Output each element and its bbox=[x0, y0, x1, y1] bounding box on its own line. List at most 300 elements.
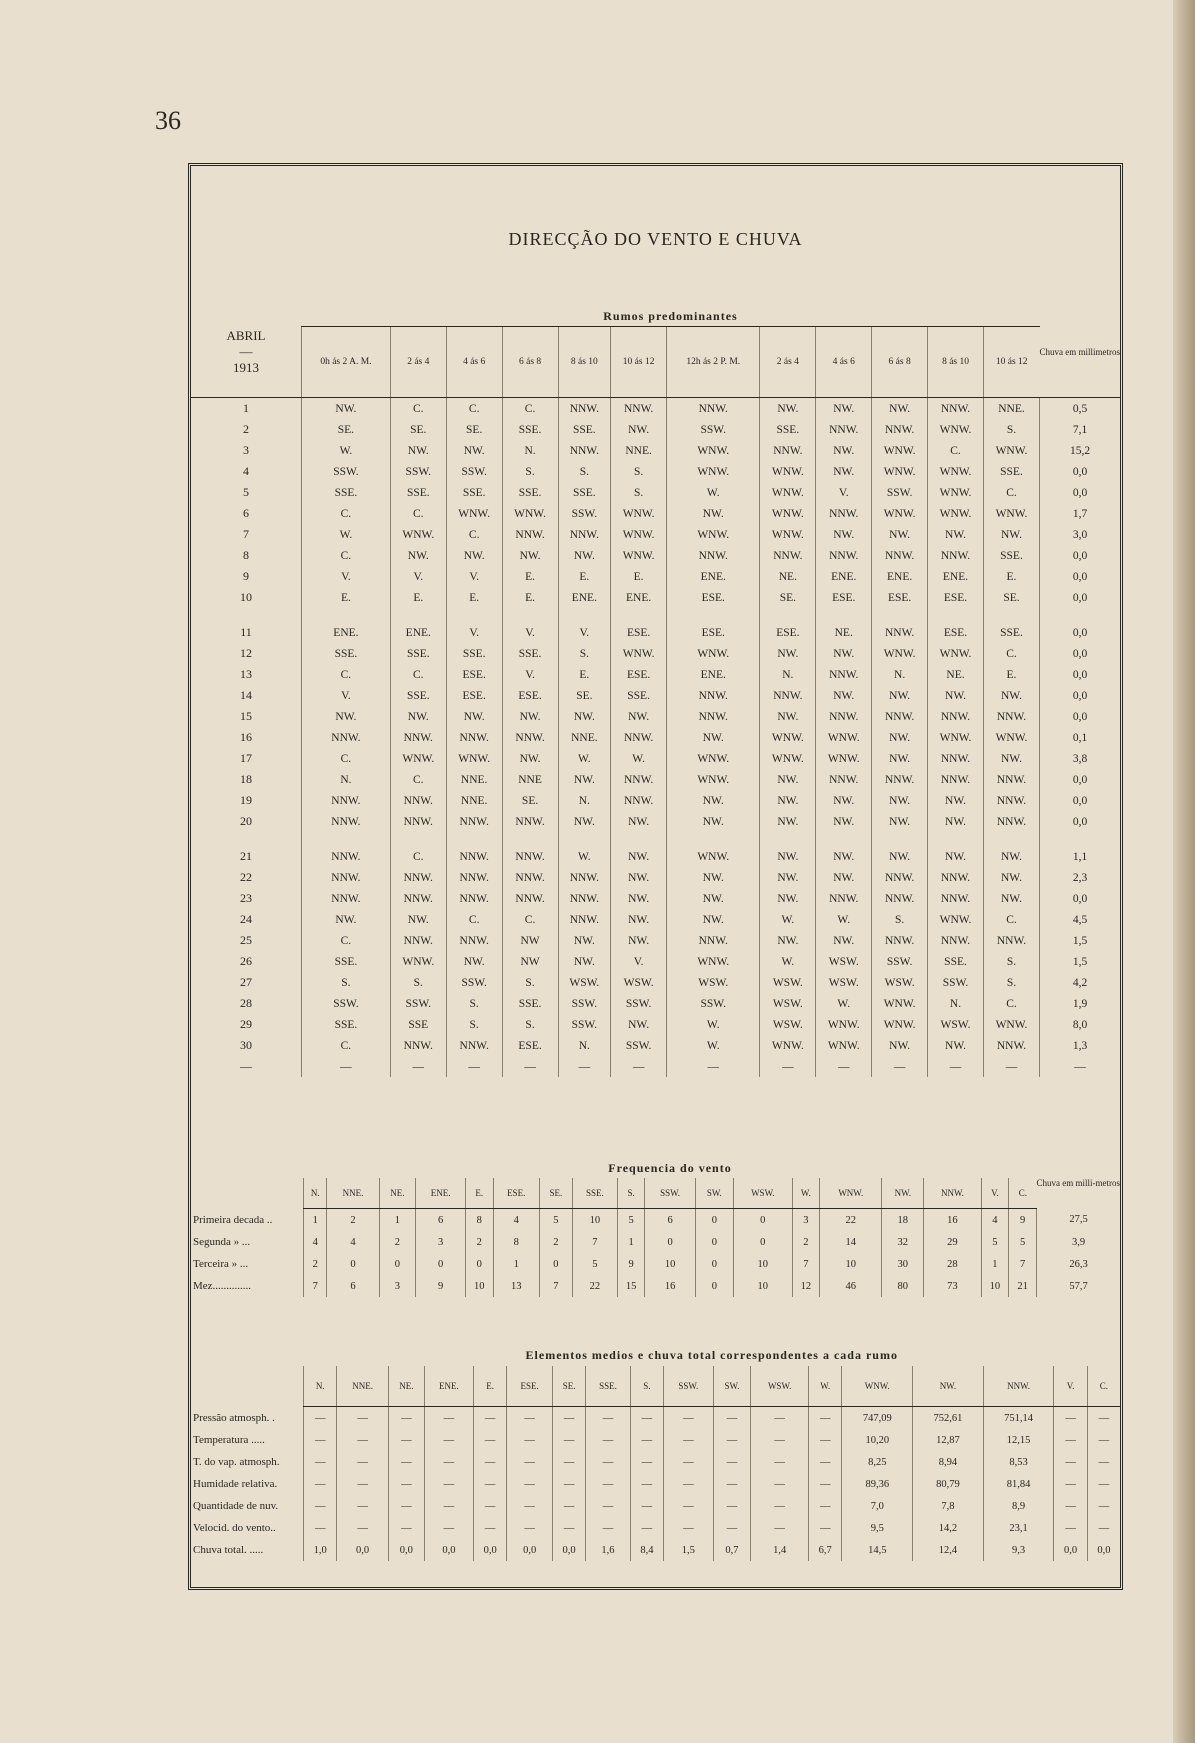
value-cell: 7 bbox=[539, 1275, 572, 1297]
direction-cell: WNW. bbox=[760, 461, 816, 482]
rain-cell: 1,5 bbox=[1040, 951, 1121, 972]
direction-cell: NNW. bbox=[558, 867, 611, 888]
direction-cell: NNW. bbox=[816, 769, 872, 790]
direction-cell: SSW. bbox=[928, 972, 984, 993]
direction-cell: NNW. bbox=[446, 846, 502, 867]
value-cell: 0 bbox=[695, 1253, 733, 1275]
value-cell: 1,4 bbox=[751, 1539, 809, 1561]
value-cell: — bbox=[713, 1517, 751, 1539]
value-cell: 7 bbox=[304, 1275, 327, 1297]
direction-cell: ESE. bbox=[667, 622, 760, 643]
direction-cell: NW. bbox=[558, 951, 611, 972]
direction-header: V. bbox=[981, 1178, 1009, 1209]
page-edge bbox=[1173, 0, 1195, 1743]
direction-cell: WNW. bbox=[983, 727, 1039, 748]
direction-cell: V. bbox=[446, 566, 502, 587]
day-cell: 24 bbox=[240, 912, 252, 926]
value-cell: 3 bbox=[792, 1209, 820, 1232]
direction-cell: NNW. bbox=[872, 419, 928, 440]
direction-cell: SSE. bbox=[983, 461, 1039, 482]
value-cell: 5 bbox=[572, 1253, 617, 1275]
direction-cell: C. bbox=[302, 545, 391, 566]
page-title: DIRECÇÃO DO VENTO E CHUVA bbox=[508, 229, 803, 249]
direction-cell: ENE. bbox=[390, 622, 446, 643]
direction-cell: WNW. bbox=[502, 503, 558, 524]
direction-cell: NW. bbox=[760, 867, 816, 888]
direction-cell: NNW. bbox=[816, 664, 872, 685]
direction-header: S. bbox=[617, 1178, 645, 1209]
table-row bbox=[191, 993, 1120, 1014]
direction-cell: NW. bbox=[558, 545, 611, 566]
value-cell: 7 bbox=[572, 1231, 617, 1253]
direction-header: WNW. bbox=[842, 1366, 913, 1407]
direction-cell: NNW. bbox=[558, 909, 611, 930]
value-cell: — bbox=[473, 1473, 506, 1495]
direction-cell: C. bbox=[390, 769, 446, 790]
dash-cell: — bbox=[611, 1056, 667, 1077]
direction-cell: S. bbox=[446, 993, 502, 1014]
direction-header: SW. bbox=[695, 1178, 733, 1209]
dash-cell: — bbox=[816, 1056, 872, 1077]
direction-cell: SSW. bbox=[558, 503, 611, 524]
direction-cell: NNE. bbox=[611, 440, 667, 461]
day-cell: 12 bbox=[240, 646, 252, 660]
spacer-cell bbox=[816, 608, 872, 622]
direction-cell: WNW. bbox=[611, 524, 667, 545]
direction-cell: NW. bbox=[502, 748, 558, 769]
direction-header: SW. bbox=[713, 1366, 751, 1407]
direction-cell: NW. bbox=[446, 440, 502, 461]
direction-cell: NNW. bbox=[760, 685, 816, 706]
direction-cell: WSW. bbox=[928, 1014, 984, 1035]
direction-cell: ESE. bbox=[760, 622, 816, 643]
direction-cell: S. bbox=[558, 461, 611, 482]
day-cell: 15 bbox=[240, 709, 252, 723]
direction-cell: WNW. bbox=[760, 727, 816, 748]
value-cell: — bbox=[809, 1451, 842, 1473]
value-cell: 6 bbox=[327, 1275, 379, 1297]
value-cell: 9,5 bbox=[842, 1517, 913, 1539]
value-cell: 1 bbox=[617, 1231, 645, 1253]
direction-cell: WNW. bbox=[390, 748, 446, 769]
direction-cell: NW. bbox=[558, 930, 611, 951]
direction-cell: NNW. bbox=[502, 867, 558, 888]
value-cell: — bbox=[473, 1451, 506, 1473]
value-cell: 8 bbox=[493, 1231, 539, 1253]
spacer-cell bbox=[611, 832, 667, 846]
direction-cell: NW. bbox=[928, 524, 984, 545]
table-row bbox=[191, 1495, 1120, 1517]
period-header: 2 ás 4 bbox=[390, 327, 446, 398]
value-cell: 16 bbox=[924, 1209, 981, 1232]
direction-cell: NNW. bbox=[390, 727, 446, 748]
direction-cell: NNW. bbox=[983, 769, 1039, 790]
value-cell: — bbox=[388, 1429, 424, 1451]
direction-cell: S. bbox=[390, 972, 446, 993]
direction-header: SSW. bbox=[645, 1178, 695, 1209]
rain-cell: 0,0 bbox=[1040, 587, 1121, 608]
value-cell: — bbox=[586, 1429, 630, 1451]
value-cell: — bbox=[664, 1495, 714, 1517]
direction-cell: NNW. bbox=[302, 888, 391, 909]
direction-header: C. bbox=[1087, 1366, 1120, 1407]
spacer-cell bbox=[760, 608, 816, 622]
direction-cell: C. bbox=[390, 664, 446, 685]
value-cell: 12,87 bbox=[913, 1429, 984, 1451]
rain-cell: 0,0 bbox=[1040, 461, 1121, 482]
direction-cell: V. bbox=[502, 664, 558, 685]
direction-cell: SSE. bbox=[760, 419, 816, 440]
direction-cell: NNW. bbox=[611, 398, 667, 420]
direction-cell: NW. bbox=[760, 398, 816, 420]
value-cell: 7 bbox=[1009, 1253, 1037, 1275]
spacer-cell bbox=[446, 832, 502, 846]
value-cell: 5 bbox=[981, 1231, 1009, 1253]
direction-cell: NW. bbox=[983, 524, 1039, 545]
value-cell: — bbox=[1087, 1473, 1120, 1495]
direction-cell: WSW. bbox=[667, 972, 760, 993]
direction-cell: C. bbox=[983, 482, 1039, 503]
dash-cell: — bbox=[558, 1056, 611, 1077]
value-cell: 4 bbox=[981, 1209, 1009, 1232]
direction-cell: NW. bbox=[816, 867, 872, 888]
day-cell: 14 bbox=[240, 688, 252, 702]
spacer-cell bbox=[872, 608, 928, 622]
direction-header: NNE. bbox=[337, 1366, 388, 1407]
direction-cell: NNW. bbox=[816, 706, 872, 727]
rain-cell: 0,0 bbox=[1040, 566, 1121, 587]
value-cell: 9 bbox=[617, 1253, 645, 1275]
direction-cell: NW. bbox=[502, 706, 558, 727]
dash-cell: — bbox=[872, 1056, 928, 1077]
direction-cell: NNE. bbox=[558, 727, 611, 748]
direction-cell: WNW. bbox=[667, 440, 760, 461]
value-cell: 21 bbox=[1009, 1275, 1037, 1297]
value-cell: — bbox=[713, 1407, 751, 1430]
direction-cell: WSW. bbox=[872, 972, 928, 993]
value-cell: 1,0 bbox=[304, 1539, 337, 1561]
value-cell: — bbox=[586, 1473, 630, 1495]
direction-cell: ESE. bbox=[816, 587, 872, 608]
day-cell: 4 bbox=[243, 464, 249, 478]
table-row bbox=[191, 1253, 1120, 1275]
direction-cell: NNE bbox=[502, 769, 558, 790]
table-row bbox=[191, 1539, 1120, 1561]
direction-header: ENE. bbox=[424, 1366, 473, 1407]
value-cell: 0 bbox=[327, 1253, 379, 1275]
direction-cell: S. bbox=[502, 461, 558, 482]
direction-cell: NW. bbox=[667, 503, 760, 524]
direction-cell: WNW. bbox=[667, 846, 760, 867]
direction-cell: NNW. bbox=[816, 888, 872, 909]
spacer-cell bbox=[928, 608, 984, 622]
value-cell: — bbox=[1054, 1429, 1087, 1451]
table-row bbox=[191, 1473, 1120, 1495]
table-row bbox=[191, 951, 1120, 972]
direction-cell: C. bbox=[302, 1035, 391, 1056]
direction-cell: NNW. bbox=[872, 888, 928, 909]
direction-cell: WNW. bbox=[760, 524, 816, 545]
direction-cell: NW. bbox=[816, 461, 872, 482]
direction-cell: NW. bbox=[816, 930, 872, 951]
value-cell: — bbox=[304, 1473, 337, 1495]
direction-cell: NW. bbox=[611, 930, 667, 951]
period-header: 10 ás 12 bbox=[611, 327, 667, 398]
row-label: Pressão atmosph. . bbox=[193, 1411, 275, 1424]
value-cell: 10 bbox=[981, 1275, 1009, 1297]
value-cell: 0,0 bbox=[424, 1539, 473, 1561]
direction-cell: NW. bbox=[446, 706, 502, 727]
direction-header: WSW. bbox=[751, 1366, 809, 1407]
dash-cell: — bbox=[983, 1056, 1039, 1077]
table-row bbox=[191, 811, 1120, 832]
dash-cell: — bbox=[240, 1059, 252, 1073]
value-cell: 12 bbox=[792, 1275, 820, 1297]
direction-cell: WNW. bbox=[983, 1014, 1039, 1035]
value-cell: — bbox=[630, 1517, 663, 1539]
direction-cell: NNW. bbox=[928, 706, 984, 727]
value-cell: — bbox=[304, 1429, 337, 1451]
direction-header: C. bbox=[1009, 1178, 1037, 1209]
value-cell: 1 bbox=[304, 1209, 327, 1232]
direction-cell: S. bbox=[446, 1014, 502, 1035]
value-cell: — bbox=[337, 1429, 388, 1451]
direction-cell: WNW. bbox=[872, 643, 928, 664]
spacer-cell bbox=[390, 832, 446, 846]
value-cell: 0 bbox=[733, 1209, 792, 1232]
rain-cell: 0,0 bbox=[1040, 482, 1121, 503]
dash-cell: — bbox=[390, 1056, 446, 1077]
direction-cell: C. bbox=[983, 909, 1039, 930]
direction-cell: WNW. bbox=[667, 748, 760, 769]
value-cell: — bbox=[809, 1429, 842, 1451]
value-cell: 2 bbox=[379, 1231, 416, 1253]
value-cell: — bbox=[630, 1495, 663, 1517]
direction-cell: S. bbox=[872, 909, 928, 930]
spacer-cell bbox=[667, 608, 760, 622]
day-cell: 8 bbox=[243, 548, 249, 562]
direction-cell: W. bbox=[760, 909, 816, 930]
day-cell: 6 bbox=[243, 506, 249, 520]
table-row bbox=[191, 503, 1120, 524]
direction-cell: ENE. bbox=[611, 587, 667, 608]
direction-cell: ESE. bbox=[502, 1035, 558, 1056]
value-cell: 8,9 bbox=[983, 1495, 1054, 1517]
value-cell: — bbox=[304, 1495, 337, 1517]
direction-cell: NW. bbox=[816, 846, 872, 867]
value-cell: 0 bbox=[695, 1231, 733, 1253]
value-cell: — bbox=[1087, 1451, 1120, 1473]
rain-cell: 0,0 bbox=[1040, 790, 1121, 811]
direction-cell: C. bbox=[446, 909, 502, 930]
direction-cell: WNW. bbox=[816, 748, 872, 769]
table-row bbox=[191, 727, 1120, 748]
direction-cell: SSE. bbox=[502, 419, 558, 440]
direction-cell: NW. bbox=[558, 769, 611, 790]
direction-cell: C. bbox=[502, 909, 558, 930]
direction-cell: WSW. bbox=[611, 972, 667, 993]
table-row bbox=[191, 566, 1120, 587]
frequency-table bbox=[191, 1158, 1120, 1297]
direction-cell: NW. bbox=[872, 524, 928, 545]
direction-cell: SSW. bbox=[390, 461, 446, 482]
direction-cell: W. bbox=[667, 1014, 760, 1035]
value-cell: — bbox=[1054, 1407, 1087, 1430]
direction-cell: W. bbox=[558, 748, 611, 769]
direction-cell: NW. bbox=[611, 706, 667, 727]
spacer-row bbox=[191, 608, 1120, 622]
day-cell: 1 bbox=[243, 401, 249, 415]
rain-cell: 0,0 bbox=[1040, 769, 1121, 790]
direction-cell: NNW. bbox=[390, 790, 446, 811]
direction-cell: NNW. bbox=[446, 811, 502, 832]
direction-cell: WSW. bbox=[760, 1014, 816, 1035]
value-cell: 28 bbox=[924, 1253, 981, 1275]
table-row bbox=[191, 1209, 1120, 1232]
value-cell: 7 bbox=[792, 1253, 820, 1275]
row-label: Quantidade de nuv. bbox=[193, 1500, 279, 1512]
value-cell: 16 bbox=[645, 1275, 695, 1297]
value-cell: 57,7 bbox=[1037, 1275, 1121, 1297]
table-row bbox=[191, 930, 1120, 951]
rain-cell: 0,0 bbox=[1040, 664, 1121, 685]
value-cell: — bbox=[664, 1517, 714, 1539]
rain-cell: 0,1 bbox=[1040, 727, 1121, 748]
value-cell: — bbox=[552, 1407, 585, 1430]
direction-cell: NNW. bbox=[302, 790, 391, 811]
value-cell: — bbox=[630, 1429, 663, 1451]
value-cell: 2 bbox=[465, 1231, 493, 1253]
value-cell: 4 bbox=[493, 1209, 539, 1232]
value-cell: 7,8 bbox=[913, 1495, 984, 1517]
value-cell: — bbox=[586, 1517, 630, 1539]
value-cell: — bbox=[713, 1429, 751, 1451]
table-row bbox=[191, 524, 1120, 545]
direction-cell: C. bbox=[302, 930, 391, 951]
rain-cell: 0,5 bbox=[1040, 398, 1121, 420]
value-cell: 12,15 bbox=[983, 1429, 1054, 1451]
direction-cell: ESE. bbox=[928, 622, 984, 643]
value-cell: — bbox=[552, 1473, 585, 1495]
value-cell: 747,09 bbox=[842, 1407, 913, 1430]
value-cell: — bbox=[304, 1407, 337, 1430]
value-cell: 26,3 bbox=[1037, 1253, 1121, 1275]
direction-cell: NNW. bbox=[446, 867, 502, 888]
direction-cell: NW. bbox=[816, 398, 872, 420]
value-cell: 751,14 bbox=[983, 1407, 1054, 1430]
value-cell: 5 bbox=[539, 1209, 572, 1232]
direction-cell: NNW. bbox=[502, 846, 558, 867]
value-cell: 0 bbox=[539, 1253, 572, 1275]
value-cell: — bbox=[1054, 1517, 1087, 1539]
row-label: Chuva total. ..... bbox=[193, 1544, 264, 1556]
direction-cell: E. bbox=[302, 587, 391, 608]
direction-cell: NNW. bbox=[611, 727, 667, 748]
period-header: 6 ás 8 bbox=[872, 327, 928, 398]
direction-cell: NW bbox=[502, 930, 558, 951]
direction-cell: NW. bbox=[983, 846, 1039, 867]
direction-cell: WNW. bbox=[928, 482, 984, 503]
value-cell: 15 bbox=[617, 1275, 645, 1297]
day-cell: 3 bbox=[243, 443, 249, 457]
value-cell: — bbox=[1087, 1407, 1120, 1430]
direction-cell: NE. bbox=[928, 664, 984, 685]
day-cell: 20 bbox=[240, 814, 252, 828]
value-cell: 1 bbox=[379, 1209, 416, 1232]
value-cell: 10 bbox=[733, 1253, 792, 1275]
direction-cell: NNW. bbox=[928, 748, 984, 769]
spacer-cell bbox=[760, 832, 816, 846]
value-cell: 46 bbox=[820, 1275, 882, 1297]
value-cell: — bbox=[630, 1407, 663, 1430]
direction-cell: WNW. bbox=[667, 769, 760, 790]
direction-cell: W. bbox=[667, 482, 760, 503]
spacer-cell bbox=[502, 832, 558, 846]
row-label: T. do vap. atmosph. bbox=[193, 1456, 280, 1468]
value-cell: 32 bbox=[882, 1231, 924, 1253]
value-cell: — bbox=[507, 1473, 553, 1495]
direction-cell: NW. bbox=[760, 846, 816, 867]
direction-cell: NNW. bbox=[502, 811, 558, 832]
direction-cell: NW. bbox=[872, 685, 928, 706]
day-cell: 19 bbox=[240, 793, 252, 807]
direction-cell: ESE. bbox=[446, 685, 502, 706]
value-cell: 10,20 bbox=[842, 1429, 913, 1451]
direction-header: SE. bbox=[539, 1178, 572, 1209]
value-cell: — bbox=[507, 1517, 553, 1539]
table-row bbox=[191, 398, 1120, 420]
month-header: ABRIL — 1913 bbox=[191, 306, 302, 398]
direction-cell: NW. bbox=[558, 706, 611, 727]
direction-cell: WNW. bbox=[872, 503, 928, 524]
direction-cell: SSE. bbox=[302, 482, 391, 503]
value-cell: — bbox=[388, 1495, 424, 1517]
direction-cell: NW. bbox=[667, 790, 760, 811]
direction-cell: N. bbox=[302, 769, 391, 790]
row-label: Mez.............. bbox=[193, 1280, 252, 1292]
direction-cell: SSE. bbox=[302, 951, 391, 972]
direction-cell: SSE. bbox=[983, 622, 1039, 643]
spacer-cell bbox=[1040, 832, 1121, 846]
direction-cell: WNW. bbox=[611, 643, 667, 664]
direction-cell: C. bbox=[302, 503, 391, 524]
direction-cell: WNW. bbox=[872, 1014, 928, 1035]
direction-cell: NW. bbox=[928, 846, 984, 867]
value-cell: — bbox=[337, 1451, 388, 1473]
direction-cell: NW. bbox=[928, 685, 984, 706]
direction-cell: NW. bbox=[667, 909, 760, 930]
row-label: Temperatura ..... bbox=[193, 1434, 265, 1446]
direction-cell: E. bbox=[390, 587, 446, 608]
value-cell: — bbox=[809, 1517, 842, 1539]
spacer-cell bbox=[983, 832, 1039, 846]
direction-cell: NNW. bbox=[611, 790, 667, 811]
direction-cell: S. bbox=[302, 972, 391, 993]
direction-cell: N. bbox=[558, 1035, 611, 1056]
value-cell: 6 bbox=[645, 1209, 695, 1232]
direction-header: NNE. bbox=[327, 1178, 379, 1209]
direction-cell: NNW. bbox=[302, 867, 391, 888]
direction-cell: NW. bbox=[760, 706, 816, 727]
value-cell: — bbox=[507, 1429, 553, 1451]
table-row bbox=[191, 790, 1120, 811]
direction-header: ESE. bbox=[507, 1366, 553, 1407]
direction-cell: N. bbox=[558, 790, 611, 811]
direction-cell: WNW. bbox=[983, 503, 1039, 524]
rain-cell: 1,3 bbox=[1040, 1035, 1121, 1056]
value-cell: — bbox=[1054, 1495, 1087, 1517]
direction-cell: NW. bbox=[302, 398, 391, 420]
